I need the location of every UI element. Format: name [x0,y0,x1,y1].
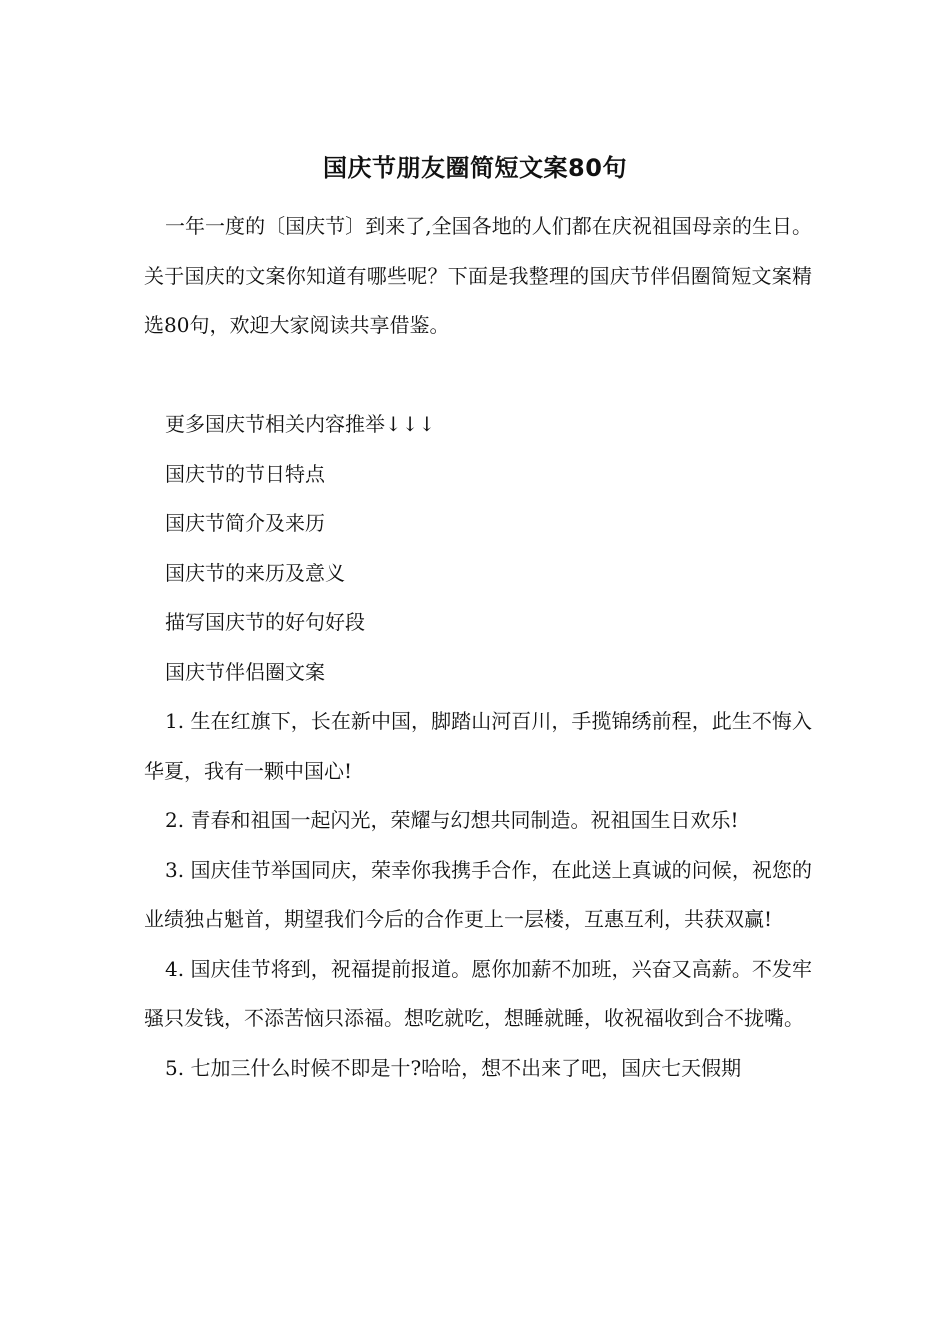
related-link[interactable]: 国庆节伴侣圈文案 [165,659,325,684]
list-item: 5. 七加三什么时候不即是十?哈哈，想不出来了吧，国庆七天假期 [165,1055,742,1080]
list-item: 3. 国庆佳节举国同庆，荣幸你我携手合作，在此送上真诚的问候，祝您的业绩独占魁首，期望我们今后的合作更上一层楼，互惠互利，共获双赢! [144,857,812,931]
list-item: 1. 生在红旗下，长在新中国，脚踏山河百川，手揽锦绣前程，此生不悔入华夏，我有一颗中国心! [144,709,812,783]
related-link[interactable]: 国庆节的来历及意义 [165,560,345,585]
related-link[interactable]: 国庆节简介及来历 [165,511,325,535]
list-item: 2. 青春和祖国一起闪光，荣耀与幻想共同制造。祝祖国生日欢乐! [165,808,739,832]
related-link[interactable]: 国庆节的节日特点 [165,461,325,486]
more-heading: 更多国庆节相关内容推举↓↓↓ [165,412,436,436]
intro-paragraph: 一年一度的〔国庆节〕到来了,全国各地的人们都在庆祝祖国母亲的生日。关于国庆的文案你知道有哪些呢？下面是我整理的国庆节伴侣圈简短文案精选80句，欢迎大家阅读共享借鉴。 [144,214,812,337]
list-item: 4. 国庆佳节将到，祝福提前报道。愿你加薪不加班，兴奋又高薪。不发牢骚只发钱，不添苦恼只添福。想吃就吃，想睡就睡，收祝福收到合不拢嘴。 [144,956,812,1030]
document-body [144,202,812,1093]
blank-line [144,351,812,401]
document-title: 国庆节朋友圈简短文案80句 [323,154,627,182]
related-link[interactable]: 描写国庆节的好句好段 [165,610,365,634]
